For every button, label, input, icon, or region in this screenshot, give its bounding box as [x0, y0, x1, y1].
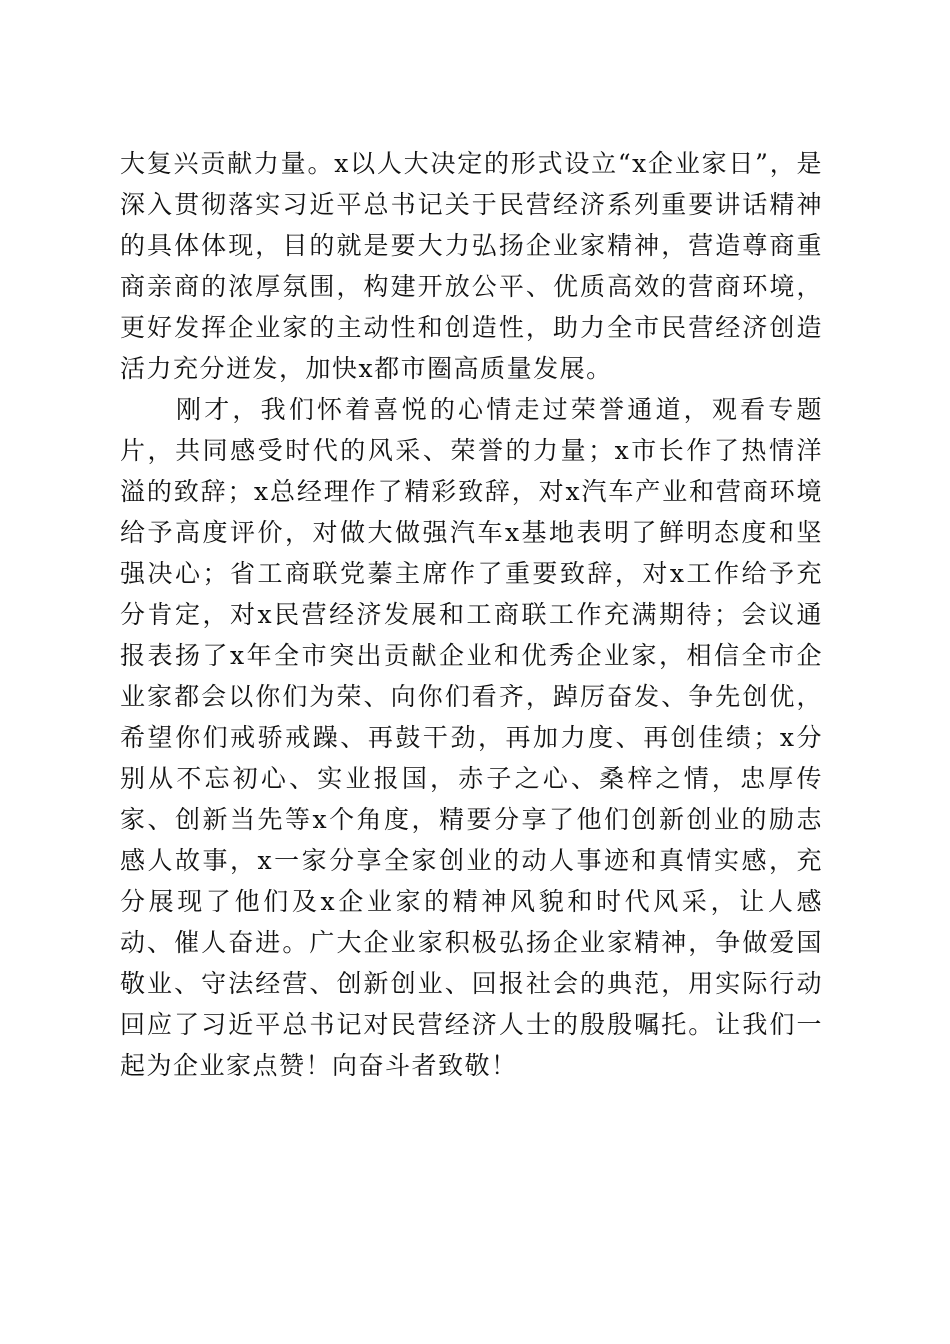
- paragraph-1: 大复兴贡献力量。x以人大决定的形式设立“x企业家日”，是深入贯彻落实习近平总书记关于民营经济系列重要讲话精神的具体体现，目的就是要大力弘扬企业家精神，营造尊商重商亲商的浓厚氛围，构建开放公平、优质高效的营商环境，更好发挥企业家的主动性和创造性，助力全市民营经济创造活力充分迸发，加快x都市圈高质量发展。: [120, 149, 823, 383]
- paragraph-2: 刚才，我们怀着喜悦的心情走过荣誉通道，观看专题片，共同感受时代的风采、荣誉的力量；x市长作了热情洋溢的致辞；x总经理作了精彩致辞，对x汽车产业和营商环境给予高度评价，对做大做强汽车x基地表明了鲜明态度和坚强决心；省工商联党蓁主席作了重要致辞，对x工作给予充分肯定，对x民营经济发展和工商联工作充满期待；会议通报表扬了x年全市突出贡献企业和优秀企业家，相信全市企业家都会以你们为荣、向你们看齐，踔厉奋发、争先创优，希望你们戒骄戒躁、再鼓干劲，再加力度、再创佳绩；x分别从不忘初心、实业报国，赤子之心、桑梓之情，忠厚传家、创新当先等x个角度，精要分享了他们创新创业的励志感人故事，x一家分享全家创业的动人事迹和真情实感，充分展现了他们及x企业家的精神风貌和时代风采，让人感动、催人奋进。广大企业家积极弘扬企业家精神，争做爱国敬业、守法经营、创新创业、回报社会的典范，用实际行动回应了习近平总书记对民营经济人士的殷殷嘱托。让我们一起为企业家点赞！向奋斗者致敬！: [120, 395, 823, 1080]
- document-body: [120, 143, 823, 1086]
